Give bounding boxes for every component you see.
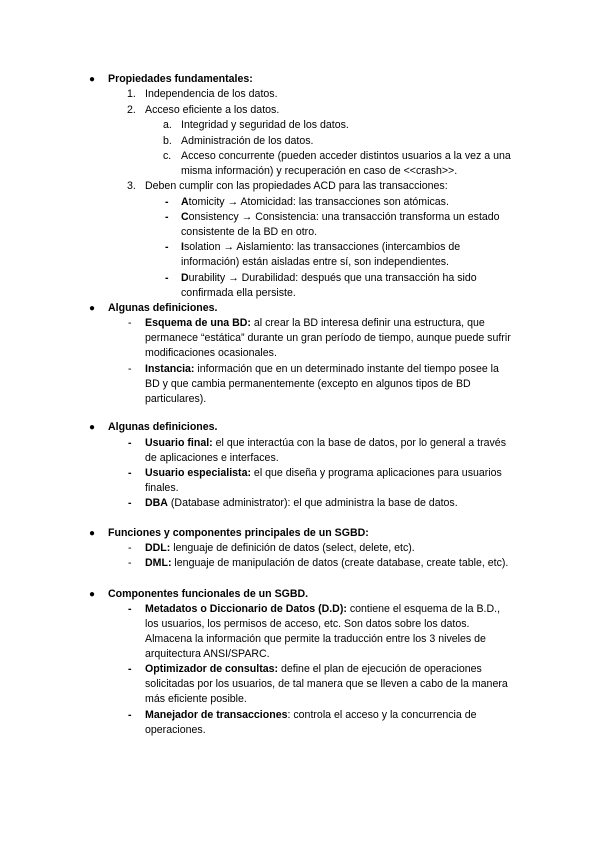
definition-item [145, 708, 477, 724]
acid-item-continuation: información) están aisladas entre sí, son independientes. [181, 256, 449, 268]
definition-item [145, 541, 415, 557]
acid-item-consistency [181, 210, 500, 226]
acid-item-continuation: confirmada ella persiste. [181, 287, 296, 299]
acid-letter: A [181, 196, 189, 208]
list-item-continuation: misma información) y recuperación en caso de <<crash>>. [181, 165, 458, 177]
definition-item [145, 496, 458, 512]
dash-icon: - [165, 272, 169, 284]
definition-term: Esquema de una BD: [145, 317, 251, 329]
acid-letter: C [181, 211, 189, 223]
dash-icon: - [128, 317, 132, 329]
definition-continuation: operaciones. [145, 724, 206, 736]
acid-letter: D [181, 272, 189, 284]
bullet-icon: ● [89, 303, 96, 314]
list-letter: b. [163, 135, 172, 147]
definition-continuation: finales. [145, 482, 179, 494]
definition-continuation: Almacena la información que permite la traducción entre los 3 niveles de [145, 633, 486, 645]
definition-continuation: de aplicaciones e interfaces. [145, 452, 279, 464]
list-number: 1. [127, 88, 136, 100]
acid-text: solation → Aislamiento: las transacciones (intercambios de [183, 241, 461, 253]
dash-icon: - [128, 363, 132, 375]
definition-continuation: los usuarios, los permisos de acceso, etc. Son datos sobre los datos. [145, 618, 470, 630]
bullet-icon: ● [89, 422, 96, 433]
list-letter: a. [163, 119, 172, 131]
acid-item-durability [181, 271, 477, 287]
dash-icon: - [128, 467, 132, 479]
dash-icon: - [128, 542, 132, 554]
definition-term: Optimizador de consultas: [145, 663, 279, 675]
acid-item-continuation: consistente de la BD en otro. [181, 226, 318, 238]
acid-letter: I [181, 241, 184, 253]
definition-continuation: particulares). [145, 393, 207, 405]
definition-term: Usuario especialista: [145, 467, 251, 479]
definition-text: define el plan de ejecución de operaciones [278, 663, 482, 675]
definition-continuation: permanece “estática” durante un gran período de tiempo, aunque puede sufrir [145, 332, 511, 344]
definition-item [145, 602, 500, 618]
section-heading: Algunas definiciones. [108, 421, 218, 433]
acid-text: urability → Durabilidad: después que una transacción ha sido [188, 272, 477, 284]
dash-icon: - [128, 603, 132, 615]
list-item: Integridad y seguridad de los datos. [181, 119, 349, 131]
definition-continuation: BD y que cambia permanentemente (excepto en algunos tipos de BD [145, 378, 471, 390]
list-item: Administración de los datos. [181, 135, 314, 147]
dash-icon: - [165, 211, 169, 223]
bullet-icon: ● [89, 528, 96, 539]
bullet-icon: ● [89, 74, 96, 85]
definition-item [145, 362, 499, 378]
definition-text: lenguaje de manipulación de datos (create database, create table, etc). [171, 557, 509, 569]
section-heading: Componentes funcionales de un SGBD. [108, 588, 309, 600]
definition-item [145, 316, 485, 332]
definition-text: el que interactúa con la base de datos, por lo general a través [212, 437, 506, 449]
list-item: Deben cumplir con las propiedades ACD para las transacciones: [145, 180, 448, 192]
definition-item [145, 556, 508, 572]
definition-continuation: solicitadas por los usuarios, de tal manera que se lleven a cabo de la manera [145, 678, 508, 690]
list-letter: c. [163, 150, 172, 162]
definition-text: contiene el esquema de la B.D., [346, 603, 501, 615]
definition-text: el que diseña y programa aplicaciones para usuarios [250, 467, 502, 479]
dash-icon: - [128, 557, 132, 569]
definition-item [145, 466, 502, 482]
definition-text: lenguaje de definición de datos (select, delete, etc). [170, 542, 415, 554]
definition-term: Metadatos o Diccionario de Datos (D.D): [145, 603, 347, 615]
bullet-icon: ● [89, 589, 96, 600]
definition-item [145, 436, 506, 452]
dash-icon: - [128, 709, 132, 721]
section-heading: Funciones y componentes principales de un SGBD: [108, 527, 369, 539]
definition-term: Usuario final: [145, 437, 213, 449]
acid-item-isolation [181, 240, 460, 256]
dash-icon: - [128, 663, 132, 675]
definition-term: DML: [145, 557, 172, 569]
dash-icon: - [128, 497, 132, 509]
dash-icon: - [165, 241, 169, 253]
dash-icon: - [165, 196, 169, 208]
definition-text: : controla el acceso y la concurrencia de [287, 709, 477, 721]
acid-text: tomicity → Atomicidad: las transacciones son atómicas. [188, 196, 449, 208]
definition-term: Instancia: [145, 363, 195, 375]
definition-continuation: arquitectura ANSI/SPARC. [145, 648, 270, 660]
definition-term: DDL: [145, 542, 171, 554]
definition-text: (Database administrator): el que administra la base de datos. [167, 497, 458, 509]
list-item: Acceso concurrente (pueden acceder distintos usuarios a la vez a una [181, 150, 511, 162]
list-item: Independencia de los datos. [145, 88, 278, 100]
acid-text: onsistency → Consistencia: una transacción transforma un estado [188, 211, 500, 223]
list-number: 2. [127, 104, 136, 116]
definition-item [145, 662, 482, 678]
list-item: Acceso eficiente a los datos. [145, 104, 280, 116]
definition-text: al crear la BD interesa definir una estructura, que [250, 317, 485, 329]
definition-text: información que en un determinado instante del tiempo posee la [194, 363, 499, 375]
section-heading: Propiedades fundamentales: [108, 73, 253, 85]
definition-continuation: más eficiente posible. [145, 693, 247, 705]
section-heading: Algunas definiciones. [108, 302, 218, 314]
definition-term: Manejador de transacciones [145, 709, 288, 721]
definition-continuation: modificaciones ocasionales. [145, 347, 277, 359]
dash-icon: - [128, 437, 132, 449]
acid-item-atomicity [181, 195, 449, 211]
definition-term: DBA [145, 497, 168, 509]
list-number: 3. [127, 180, 136, 192]
